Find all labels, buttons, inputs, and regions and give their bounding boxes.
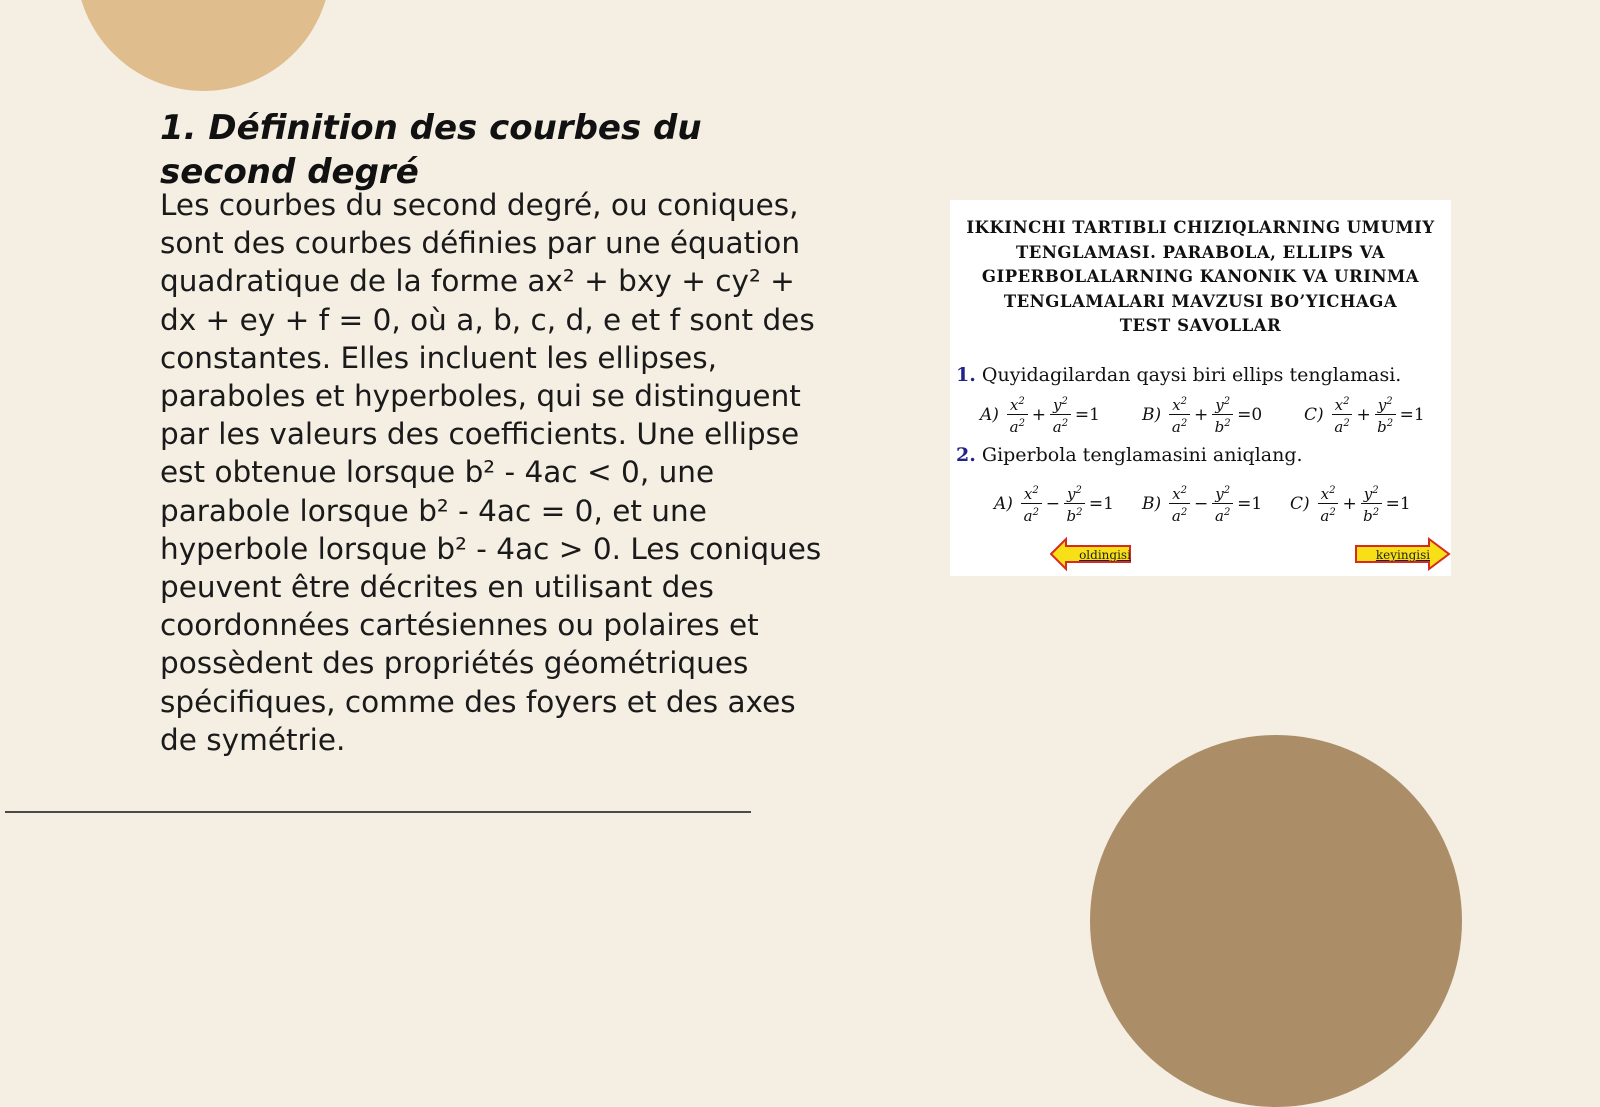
question-1 bbox=[956, 364, 1401, 386]
test-heading bbox=[950, 216, 1451, 339]
test-heading-line: TENGLAMALARI MAVZUSI BO’YICHAGA bbox=[1003, 291, 1398, 311]
next-label: keyingisi bbox=[1375, 548, 1431, 562]
answer-option: B) $\frac{x^2}{a^2}$ − $\frac{y^2}{a^2}$ =1 bbox=[1142, 482, 1266, 525]
test-heading-line: TEST SAVOLLAR bbox=[1119, 316, 1282, 335]
answer-option: B) $\frac{x^2}{a^2}$ + $\frac{y^2}{b^2}$ =0 bbox=[1142, 393, 1266, 436]
answer-option: C) $\frac{x^2}{a^2}$ + $\frac{y^2}{b^2}$ =1 bbox=[1290, 482, 1415, 525]
answer-option: C) $\frac{x^2}{a^2}$ + $\frac{y^2}{b^2}$ =1 bbox=[1304, 393, 1429, 436]
prev-button[interactable] bbox=[1050, 544, 1160, 566]
next-button[interactable] bbox=[1355, 544, 1451, 566]
divider-line bbox=[5, 811, 751, 813]
decorative-circle-top bbox=[76, 0, 331, 91]
prev-label: oldingisi bbox=[1079, 548, 1131, 562]
question-text: Quyidagilardan qaysi biri ellips tenglamasi. bbox=[981, 364, 1402, 386]
answer-option: A) $\frac{x^2}{a^2}$ − $\frac{y^2}{b^2}$ =1 bbox=[994, 482, 1118, 525]
test-heading-line: GIPERBOLALARNING KANONIK VA URINMA bbox=[981, 267, 1420, 286]
slide-title: 1. Définition des courbes du second degré bbox=[160, 108, 702, 192]
answer-option: A) $\frac{x^2}{a^2}$ + $\frac{y^2}{a^2}$ =1 bbox=[980, 393, 1104, 436]
test-heading-line: IKKINCHI TARTIBLI CHIZIQLARNING UMUMIY bbox=[966, 218, 1435, 237]
question-number: 2. bbox=[956, 444, 976, 466]
decorative-circle-bottom bbox=[1090, 735, 1462, 1107]
slide-body-text: Les courbes du second degré, ou coniques, sont des courbes définies par une équation quadratique de la forme ax² + bxy + cy² + dx + ey + f = 0, où a, b, c, d, e et f sont des constantes. Elles incluent les ellipses, paraboles et hyperboles, qui se distinguent par les valeurs des coefficients. Une ellipse est obtenue lorsque b² - 4ac < 0, une parabole lorsque b² - 4ac = 0, et une hyperbole lorsque b² - 4ac > 0. Les coniques peuvent être décrites en utilisant des coordonnées cartésiennes ou polaires et possèdent des propriétés géométriques spécifiques, comme des foyers et des axes de symétrie. bbox=[160, 188, 822, 757]
test-heading-line: TENGLAMASI. PARABOLA, ELLIPS VA bbox=[1015, 242, 1386, 262]
question-text: Giperbola tenglamasini aniqlang. bbox=[981, 444, 1303, 466]
question-2 bbox=[956, 444, 1303, 466]
question-number: 1. bbox=[956, 364, 976, 386]
test-questions-image bbox=[950, 200, 1451, 576]
